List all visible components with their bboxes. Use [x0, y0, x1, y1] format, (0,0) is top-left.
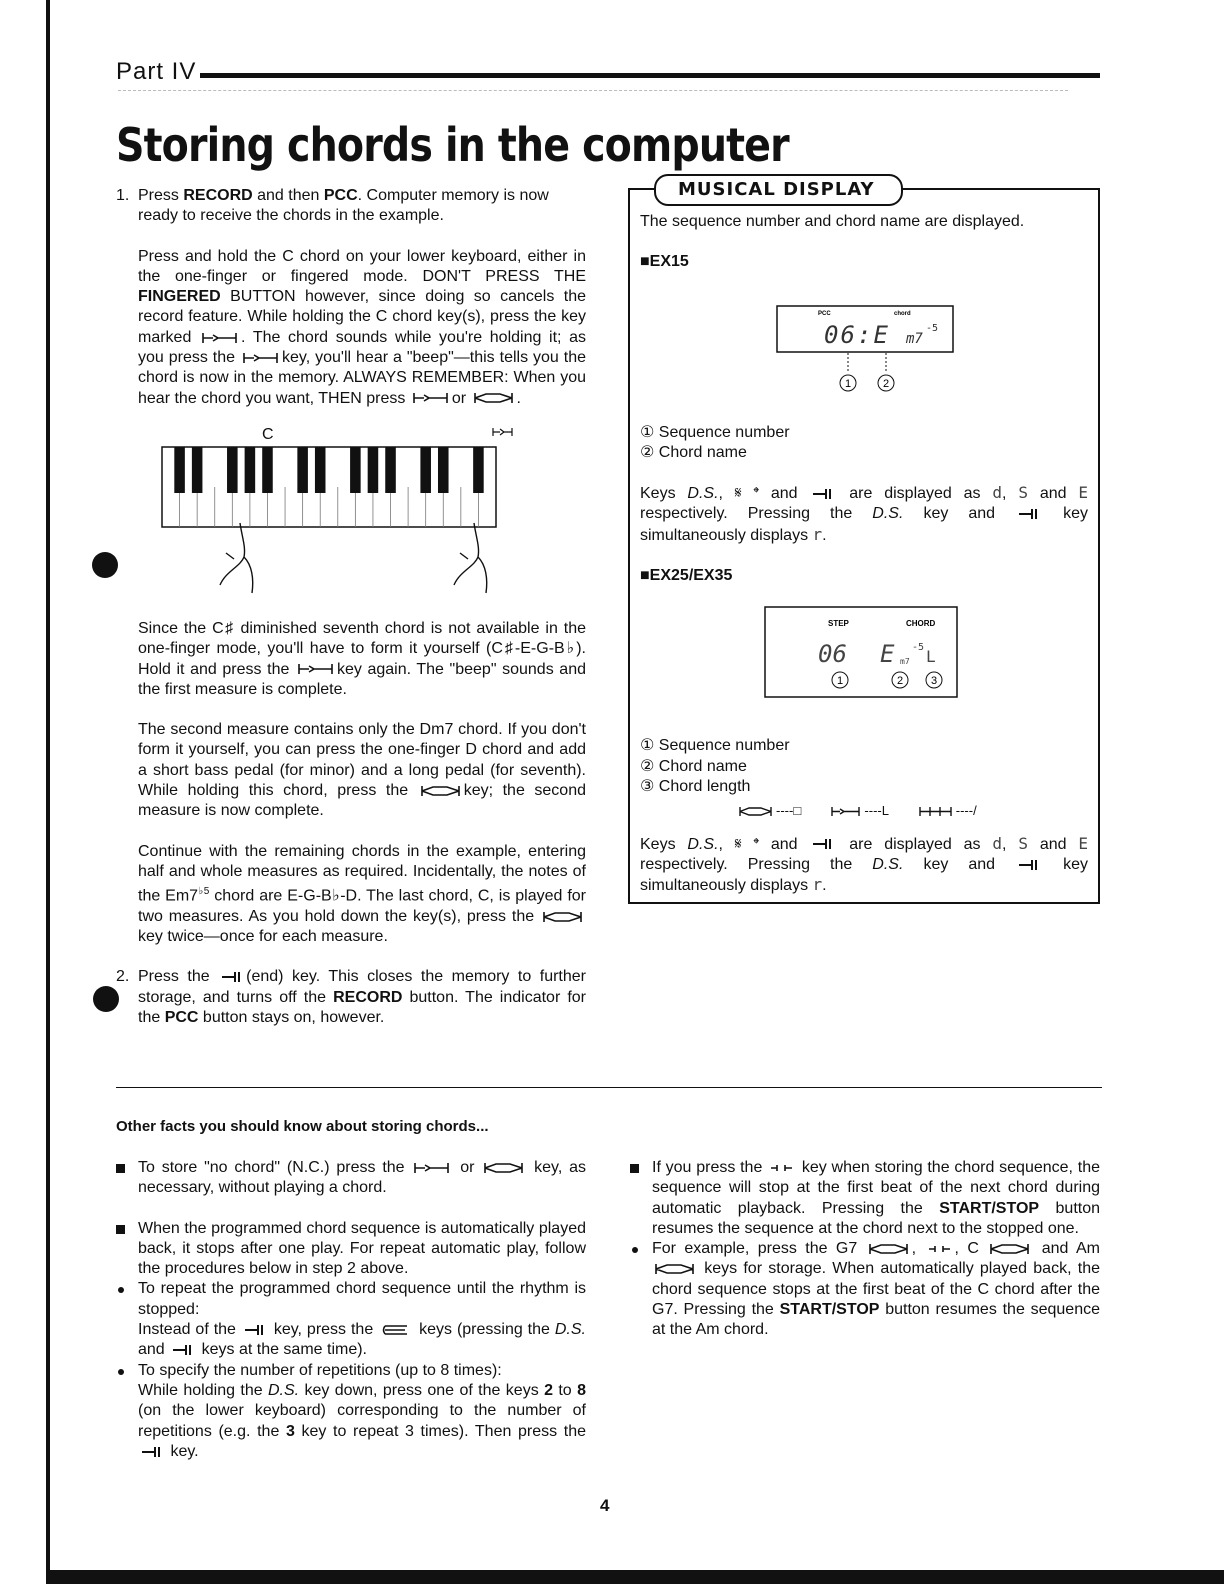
lcd-glyph: S — [1018, 833, 1028, 853]
lcd-chord: E — [880, 640, 895, 668]
ex15-keys-note — [640, 483, 1088, 546]
text: respectively. Pressing the — [640, 855, 873, 873]
text: key; the second measure is now complete. — [138, 782, 586, 820]
black-key — [368, 447, 379, 493]
step-1-paragraph-2 — [116, 247, 586, 409]
text: For example, press the G7 — [652, 1240, 858, 1258]
text: button stays on, however. — [198, 1009, 385, 1027]
ex25-legend-1: ① Sequence number — [640, 737, 790, 755]
pcc-label: PCC — [164, 1009, 199, 1027]
half-measure-key-icon — [414, 1162, 450, 1174]
part-label: Part IV — [116, 58, 197, 85]
half-measure-key-icon — [413, 392, 449, 404]
keyboard-c-label: C — [262, 425, 274, 443]
lcd-label-chord: CHORD — [906, 619, 936, 628]
marker-3: 3 — [930, 675, 938, 687]
text: and then — [252, 187, 324, 204]
lcd-glyph: d — [992, 833, 1003, 853]
text: button resumes the sequence at the chord next to the stopped one. — [652, 1199, 1101, 1237]
ds-label: D.S. — [872, 505, 904, 523]
square-bullet-icon — [116, 1164, 125, 1173]
musical-display-title: MUSICAL DISPLAY — [654, 174, 903, 206]
black-key — [420, 447, 431, 493]
text: . — [516, 389, 521, 407]
dot-bullet-icon — [118, 1287, 124, 1293]
lcd-superscript: -5 — [926, 323, 939, 334]
text: ----□ — [776, 803, 802, 819]
ex25-legend-3: ③ Chord length — [640, 777, 751, 795]
lower-keyboard-icon — [160, 445, 500, 605]
black-key — [350, 447, 361, 493]
text: to — [552, 1381, 578, 1399]
musical-display-intro: The sequence number and chord name are displayed. — [640, 213, 1025, 230]
text: key. — [170, 1442, 199, 1460]
end-key-icon — [1018, 859, 1040, 871]
end-key-icon — [1018, 508, 1040, 520]
page-number: 4 — [600, 1496, 610, 1515]
marker-2: 2 — [882, 378, 890, 390]
text: key and — [903, 505, 996, 523]
text: . — [822, 526, 827, 544]
lcd-label-step: STEP — [828, 619, 849, 628]
text: are displayed as — [849, 485, 981, 503]
step-2 — [116, 967, 586, 1028]
ex15-legend-1: ① Sequence number — [640, 423, 790, 441]
text: , 𝄋 𝄌 and — [718, 485, 798, 503]
keyboard-illustration — [116, 425, 586, 607]
text: chord are E-G-B♭-D. The last chord, C, is played for two measures. As you hold down the key(s), press the — [138, 887, 587, 925]
text: key simultaneously displays — [640, 855, 1089, 895]
end-key-icon — [244, 1324, 266, 1336]
lcd-chord-suffix: m7 — [906, 331, 923, 347]
stop-key-icon — [928, 1243, 952, 1255]
black-key — [473, 447, 484, 493]
list-item — [116, 1219, 586, 1280]
marker-1: 1 — [836, 675, 844, 687]
end-key-icon — [172, 1344, 194, 1356]
ds-label: D.S. — [554, 1321, 586, 1339]
text: The second measure contains only the Dm7 chord. If you don't form it yourself, you can press the one-finger D chord and add a short bass pedal (for minor) and a long pedal (for seventh). While holding this chord, press the — [138, 721, 586, 800]
step-1-paragraph-3 — [116, 619, 586, 700]
lcd-label-pcc: PCC — [818, 311, 831, 317]
text: If you press the — [652, 1159, 763, 1176]
text: button. The indicator for the — [138, 988, 587, 1027]
binder-hole — [92, 552, 118, 578]
text: . The chord sounds while you're holding it; as you press the — [138, 328, 587, 367]
text: key, as necessary, without playing a chord. — [138, 1159, 587, 1197]
half-measure-key-icon — [243, 352, 279, 364]
text: To store "no chord" (N.C.) press the — [138, 1159, 405, 1176]
text: key and — [903, 855, 996, 873]
whole-measure-key-icon — [543, 911, 583, 923]
text: keys for storage. When automatically played back, the chord sequence stops at the first beat of the C chord after the G7. Pressing the — [652, 1260, 1100, 1319]
text: , — [1002, 835, 1007, 853]
lcd-glyph: r — [812, 875, 823, 895]
ds-label: D.S. — [268, 1381, 300, 1399]
step-number: 2. — [116, 968, 130, 986]
end-key-icon — [812, 838, 834, 850]
lcd-sequence-digits: 06:E — [824, 321, 888, 349]
text: (end) key. This closes the memory to further storage, and turns off the — [138, 968, 586, 1006]
facts-left-column — [116, 1158, 586, 1462]
facts-list-right — [630, 1158, 1100, 1341]
ex15-heading: ■EX15 — [640, 253, 689, 271]
page-left-edge — [46, 0, 50, 1584]
chord-length-map — [736, 801, 1088, 821]
text: To specify the number of repetitions (up to 8 times): — [138, 1361, 502, 1379]
text: key when storing the chord sequence, the sequence will stop at the first beat of the next chord during automatic playback. Pressing the — [652, 1159, 1100, 1217]
stop-key-icon — [770, 1162, 794, 1174]
black-key — [174, 447, 185, 493]
text: key down, press one of the keys — [299, 1381, 545, 1399]
page-title: Storing chords in the computer — [116, 118, 789, 172]
whole-measure-key-icon — [474, 392, 514, 404]
lcd-glyph: d — [992, 483, 1003, 503]
text: Since the C♯ diminished seventh chord is not available in the one-finger mode, you'll have to form it yourself (C♯-E-G-B♭). Hold it and press the — [138, 619, 586, 678]
superscript: ♭5 — [198, 886, 210, 898]
whole-measure-key-icon — [739, 806, 773, 817]
pcc-label: PCC — [323, 187, 358, 204]
left-hand-icon — [220, 523, 253, 593]
black-key — [297, 447, 308, 493]
half-measure-key-icon — [492, 427, 514, 437]
text: key again. The "beep" sounds and the first measure is complete. — [138, 660, 587, 698]
step-1-paragraph-4 — [116, 720, 586, 821]
repeat-keys-icon — [381, 1324, 411, 1336]
text: and Am — [1041, 1240, 1100, 1258]
lcd-label-chord: chord — [894, 311, 911, 317]
dot-bullet-icon — [632, 1247, 638, 1253]
text: , — [911, 1240, 917, 1258]
text: keys at the same time). — [201, 1341, 367, 1359]
text: key to repeat 3 times). Then press the — [294, 1422, 586, 1440]
ex25-keys-note — [640, 834, 1088, 897]
record-label: RECORD — [333, 988, 403, 1006]
dot-bullet-icon — [118, 1369, 124, 1375]
end-key-icon — [141, 1446, 163, 1458]
header-rule-thin — [118, 90, 1068, 91]
square-bullet-icon — [116, 1225, 125, 1234]
text: , C — [954, 1240, 979, 1258]
text: Keys — [640, 485, 688, 503]
step-1-intro — [116, 186, 586, 227]
whole-measure-key-icon — [869, 1243, 909, 1255]
text: ----/ — [955, 803, 977, 819]
square-bullet-icon — [630, 1164, 639, 1173]
facts-right-column — [630, 1158, 1100, 1341]
black-key — [438, 447, 449, 493]
header-rule — [200, 73, 1100, 78]
lcd-superscript: -5 — [912, 642, 925, 653]
text: , 𝄋 𝄌 and — [718, 835, 798, 853]
text: While holding the — [138, 1381, 268, 1399]
instructions-column — [116, 186, 586, 1028]
text: . — [822, 877, 827, 895]
black-key — [245, 447, 256, 493]
list-item — [630, 1239, 1100, 1340]
facts-list-left — [116, 1158, 586, 1462]
text: and — [1039, 485, 1067, 503]
text: . Computer memory is now ready to receive the chords in the example. — [138, 187, 549, 225]
key-8: 8 — [577, 1381, 586, 1399]
ex25-legend-2: ② Chord name — [640, 757, 747, 775]
text: and — [138, 1341, 165, 1359]
black-key — [315, 447, 326, 493]
step-1-paragraph-5 — [116, 842, 586, 948]
text: Press — [138, 187, 184, 204]
step-1 — [116, 186, 586, 947]
black-key — [262, 447, 273, 493]
text: respectively. Pressing the — [640, 505, 873, 523]
black-key — [227, 447, 238, 493]
half-measure-key-icon — [298, 663, 334, 675]
half-measure-key-icon — [202, 332, 238, 344]
start-stop-label: START/STOP — [779, 1301, 880, 1319]
lcd-length: L — [926, 647, 936, 666]
ds-label: D.S. — [687, 485, 719, 503]
half-measure-key-icon — [831, 806, 861, 817]
text: are displayed as — [849, 835, 981, 853]
text: key simultaneously displays — [640, 505, 1089, 544]
ex25-heading: ■EX25/EX35 — [640, 567, 733, 585]
text: , — [1002, 485, 1007, 503]
step-number: 1. — [116, 187, 130, 204]
ex25-lcd-display — [764, 606, 960, 702]
list-item — [116, 1279, 586, 1360]
text: key twice—once for each measure. — [138, 928, 388, 946]
text: key, you'll hear a "beep"—this tells you the chord is now in the memory. ALWAYS REMEMBER: When you hear the chord you want, THEN press — [138, 349, 587, 407]
whole-measure-key-icon — [655, 1263, 695, 1275]
text: or — [460, 1159, 475, 1176]
text: (on the lower keyboard) corresponding to the number of repetitions (e.g. the — [138, 1402, 586, 1440]
facts-heading: Other facts you should know about storing chords... — [116, 1118, 489, 1135]
text: Press the — [138, 968, 210, 986]
text: key, press the — [273, 1321, 374, 1339]
list-item — [116, 1361, 586, 1462]
list-item — [630, 1158, 1100, 1239]
marker-2: 2 — [896, 675, 904, 687]
whole-measure-key-icon — [421, 785, 461, 797]
key-3: 3 — [285, 1422, 295, 1440]
ds-label: D.S. — [687, 835, 719, 853]
lcd-chord-suffix: m7 — [900, 657, 910, 666]
text: Continue with the remaining chords in the example, entering half and whole measures as required. Incidentally, the notes of the Em7 — [138, 842, 586, 905]
ex15-legend-2: ② Chord name — [640, 443, 747, 461]
lcd-glyph: r — [812, 524, 823, 544]
lcd-glyph: S — [1018, 483, 1028, 503]
ex15-lcd-display — [776, 305, 956, 395]
whole-measure-key-icon — [484, 1162, 524, 1174]
text: Keys — [640, 835, 688, 853]
ds-label: D.S. — [872, 855, 904, 873]
whole-measure-key-icon — [990, 1243, 1030, 1255]
lcd-step-digits: 06 — [818, 640, 847, 668]
text: button resumes the sequence at the Am chord. — [652, 1301, 1100, 1339]
section-divider — [116, 1087, 1102, 1088]
text: Instead of the — [138, 1321, 236, 1339]
start-stop-label: START/STOP — [939, 1199, 1040, 1217]
text: To repeat the programmed chord sequence until the rhythm is stopped: — [138, 1280, 586, 1318]
right-hand-icon — [454, 523, 487, 593]
end-key-icon — [812, 488, 834, 500]
page-bottom-edge — [46, 1570, 1224, 1584]
text: When the programmed chord sequence is automatically played back, it stops after one play. For repeat automatic play, follow the procedures below in step 2 above. — [138, 1219, 586, 1278]
text: EX25/EX35 — [649, 567, 733, 585]
lcd-glyph: E — [1078, 833, 1089, 853]
record-label: RECORD — [183, 187, 253, 204]
text: and — [1039, 835, 1067, 853]
black-key — [385, 447, 396, 493]
list-item — [116, 1158, 586, 1199]
end-key-icon — [221, 971, 243, 983]
marker-1: 1 — [844, 378, 852, 390]
lcd-glyph: E — [1078, 483, 1089, 503]
text: keys (pressing the — [419, 1321, 555, 1339]
text: BUTTON however, since doing so cancels the record feature. While holding the C chord key(s), press the key marked — [138, 288, 586, 346]
quarter-measure-key-icon — [919, 806, 953, 817]
fingered-label: FINGERED — [138, 288, 221, 306]
text: ----L — [864, 803, 889, 819]
text: EX15 — [649, 253, 689, 271]
step-2-text — [116, 967, 586, 1028]
key-2: 2 — [544, 1381, 553, 1399]
text: or — [451, 389, 467, 407]
text: Press and hold the C chord on your lower keyboard, either in the one-finger or fingered mode. DON'T PRESS THE — [138, 247, 586, 285]
black-key — [192, 447, 203, 493]
